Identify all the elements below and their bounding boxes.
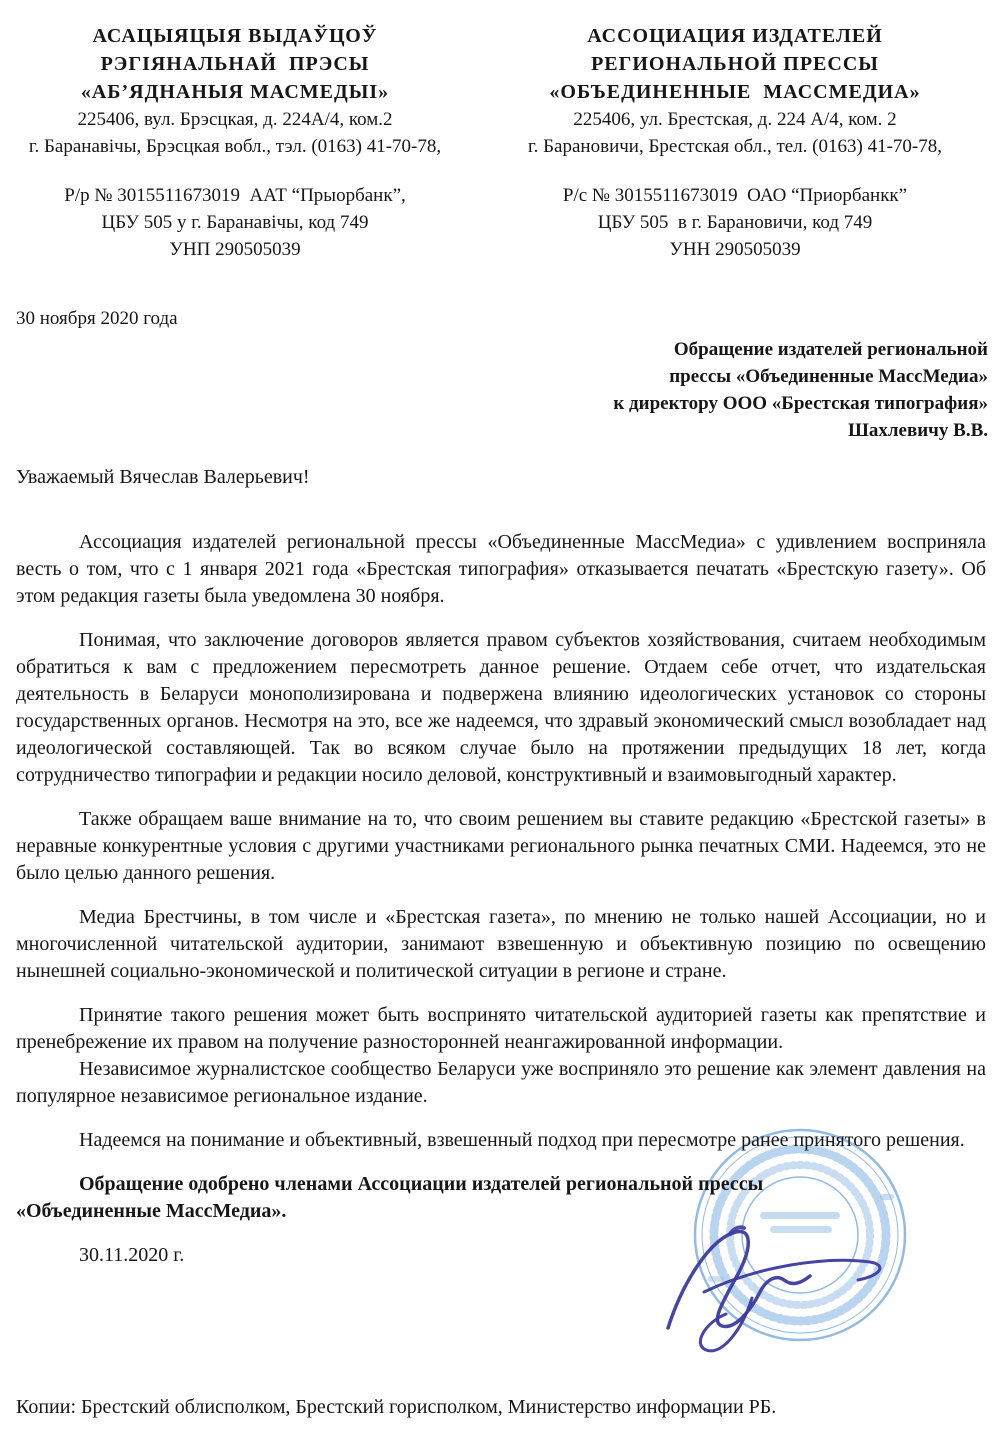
copies-line: Копии: Брестский облисполком, Брестский горисполком, Министерство информации РБ. [16, 1396, 777, 1418]
org-name-line: «ОБЪЕДИНЕННЫЕ МАССМЕДИА» [549, 81, 921, 103]
org-name-line: АССОЦИАЦИЯ ИЗДАТЕЛЕЙ [587, 25, 883, 47]
letterhead-left-belarusian [0, 22, 470, 263]
paragraph: Надеемся на понимание и объективный, взвешенный подход при пересмотре ранее принятого решения. [79, 1129, 965, 1151]
bank-details [0, 182, 470, 263]
org-name-line: РЭГІЯНАЛЬНАЙ ПРЭСЫ [100, 53, 370, 75]
paragraph: Медиа Брестчины, в том числе и «Брестская газета», по мнению не только нашей Ассоциации, но и многочисленной читательской аудитории, занимают взвешенную и объективную позицию по освещению нынешней социально-экономической и политической ситуации в регионе и стране. [16, 906, 986, 982]
letter-date: 30 ноября 2020 года [16, 308, 178, 329]
bank-branch-line: ЦБУ 505 в г. Барановичи, код 749 [597, 212, 873, 233]
org-name-line: РЕГИОНАЛЬНОЙ ПРЕССЫ [591, 53, 879, 75]
recipient-line: прессы «Объединенные МассМедиа» [669, 366, 988, 387]
paragraph: Ассоциация издателей региональной прессы «Объединенные МассМедиа» с удивлением восприняла весть о том, что с 1 января 2021 года «Брестская типография» отказывается печатать «Брестскую газету». Об этом редакция газеты была уведомлена 30 ноября. [16, 531, 986, 607]
recipient-line: к директору ООО «Брестская типография» [613, 393, 988, 414]
letterhead [0, 0, 1000, 263]
recipient-line: Обращение издателей региональной [673, 339, 988, 360]
address-line: 225406, ул. Брестская, д. 224 А/4, ком. 2 [573, 109, 897, 130]
tax-id-line: УНП 290505039 [169, 239, 301, 260]
paragraph: Также обращаем ваше внимание на то, что своим решением вы ставите редакцию «Брестской газеты» в неравные конкурентные условия с другими участниками регионального рынка печатных СМИ. Надеемся, это не было целью данного решения. [16, 808, 986, 884]
org-name-line: «АБ’ЯДНАНЫЯ МАСМЕДЫІ» [80, 81, 390, 103]
bank-branch-line: ЦБУ 505 у г. Баранавічы, код 749 [101, 212, 369, 233]
bank-account-line: Р/с № 3015511673019 ОАО “Приорбанкк” [562, 185, 908, 206]
paragraph: Принятие такого решения может быть воспринято читательской аудиторией газеты как препятствие и пренебрежение их правом на получение разносторонней неангажированной информации. [16, 1004, 986, 1053]
approval-statement: Обращение одобрено членами Ассоциации издателей региональной прессы «Объединенные МассМедиа». [16, 1173, 764, 1222]
address-line: г. Баранавічы, Брэсцкая вобл., тэл. (0163) 41-70-78, [28, 136, 442, 157]
paragraph: Понимая, что заключение договоров является правом субъектов хозяйствования, считаем необходимым обратиться к вам с предложением пересмотреть данное решение. Отдаем себе отчет, что издательская деятельность в Беларуси монополизирована и подвержена влиянию идеологических установок со стороны государственных органов. Несмотря на это, все же надеемся, что здравый экономический смысл возобладает над идеологической составляющей. Так во всяком случае было на протяжении предыдущих 18 лет, когда сотрудничество типографии и редакции носило деловой, конструктивный и взаимовыгодный характер. [16, 629, 986, 786]
address-line: 225406, вул. Брэсцкая, д. 224А/4, ком.2 [77, 109, 393, 130]
bank-details [470, 182, 1000, 263]
salutation: Уважаемый Вячеслав Валерьевич! [16, 466, 310, 488]
recipient-block [0, 336, 1000, 444]
letterhead-right-russian [470, 22, 1000, 263]
tax-id-line: УНН 290505039 [669, 239, 801, 260]
address-line: г. Барановичи, Брестская обл., тел. (0163) 41-70-78, [528, 136, 942, 157]
paragraph: Независимое журналистское сообщество Беларуси уже восприняло это решение как элемент давления на популярное независимое региональное издание. [16, 1058, 986, 1107]
signature-date: 30.11.2020 г. [79, 1244, 185, 1266]
letter-body [0, 529, 1000, 1269]
recipient-line: Шахлевичу В.В. [848, 420, 988, 441]
bank-account-line: Р/р № 3015511673019 ААТ “Прыорбанк”, [64, 185, 406, 206]
org-name-line: АСАЦЫЯЦЫЯ ВЫДАЎЦОЎ [92, 25, 378, 47]
